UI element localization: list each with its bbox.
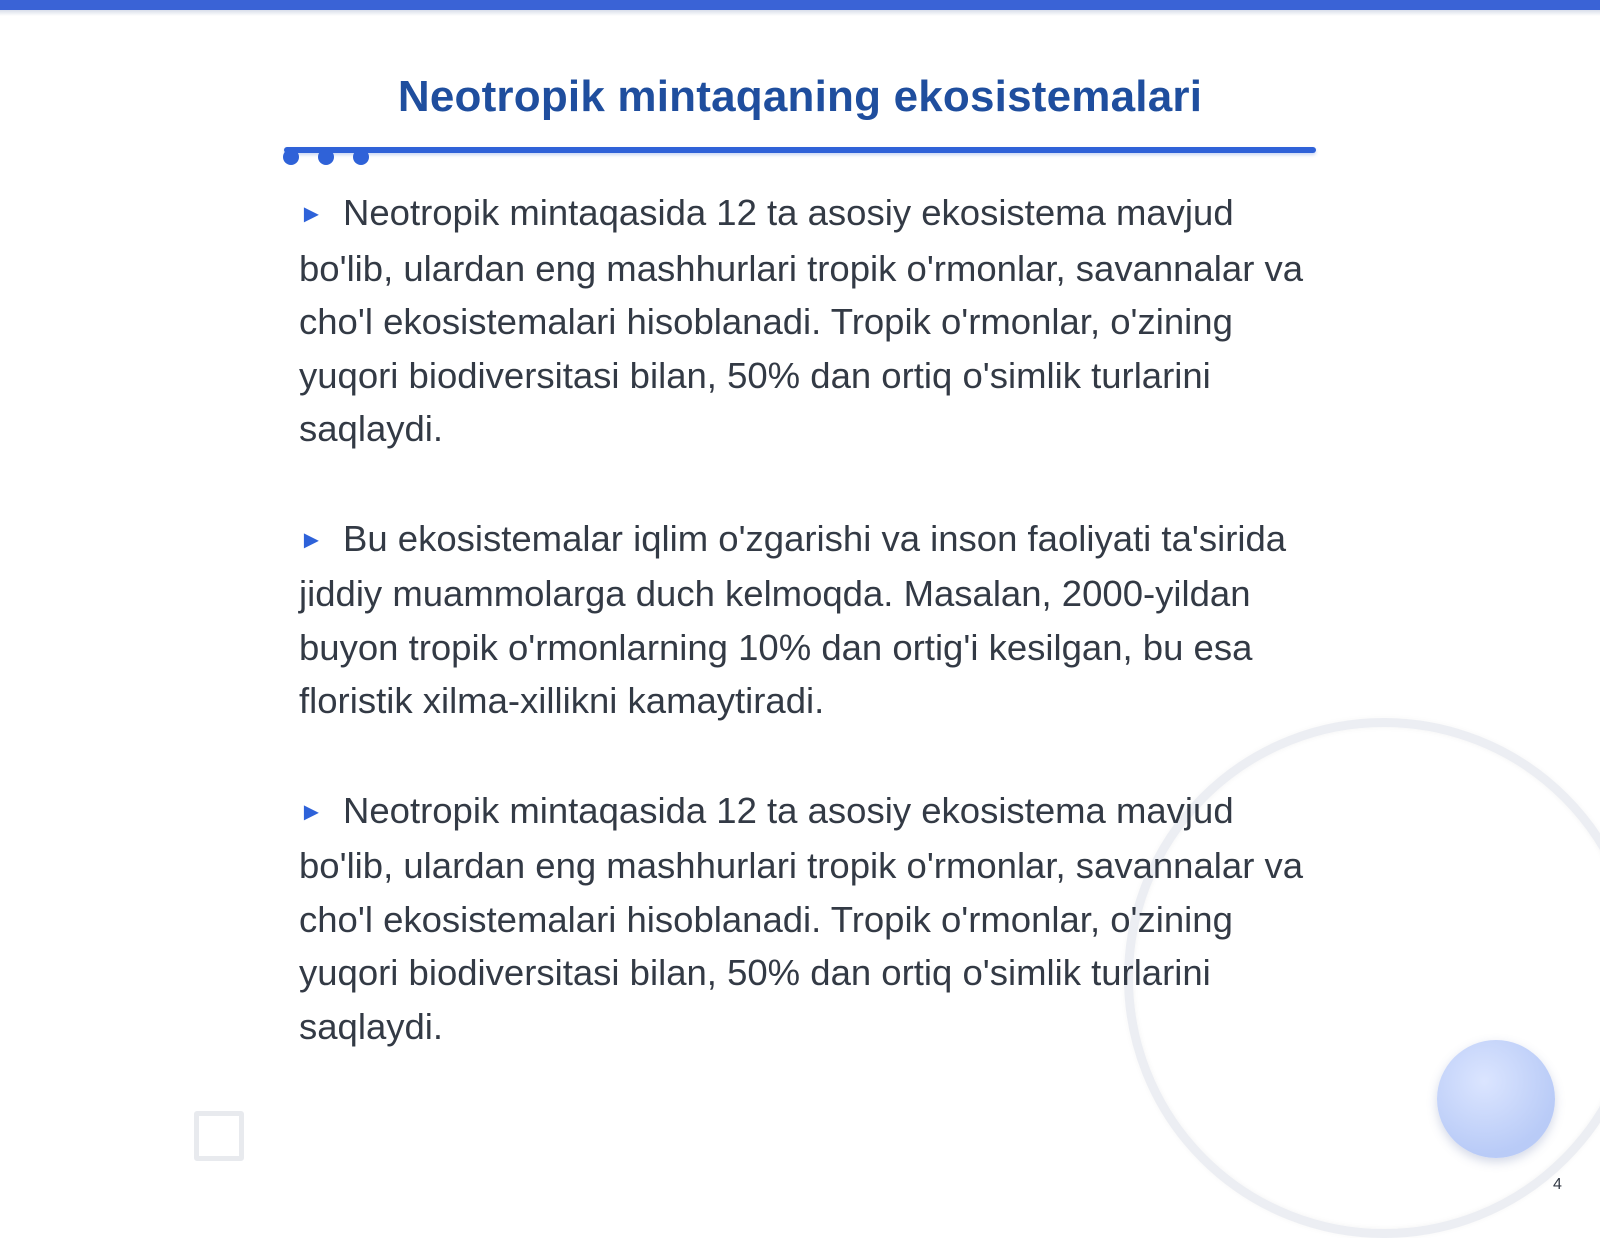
triangle-bullet-icon: ►: [299, 200, 324, 228]
bullet-paragraph: [299, 512, 1309, 728]
title-underline: [284, 147, 1316, 153]
decorative-square: [194, 1111, 244, 1161]
decorative-dot: [318, 149, 334, 165]
bullet-text: Neotropik mintaqasida 12 ta asosiy ekosistema mavjud bo'lib, ulardan eng mashhurlari tropik o'rmonlar, savannalar va cho'l ekosistemalari hisoblanadi. Tropik o'rmonlar, o'zining yuqori biodiversitasi bilan, 50% dan ortiq o'simlik turlarini saqlaydi.: [299, 789, 1304, 1047]
triangle-bullet-icon: ►: [299, 525, 324, 554]
top-accent-bar: [0, 0, 1600, 10]
decorative-dot: [353, 149, 369, 165]
top-bar-shadow: [0, 10, 1600, 16]
slide-title: Neotropik mintaqaning ekosistemalari: [397, 72, 1203, 121]
triangle-bullet-icon: ►: [299, 797, 324, 826]
bullet-text: Bu ekosistemalar iqlim o'zgarishi va inson faoliyati ta'sirida jiddiy muammolarga duch kelmoqda. Masalan, 2000-yildan buyon tropik o'rmonlarning 10% dan ortig'i kesilgan, bu esa floristik xilma-xillikni kamaytiradi.: [299, 517, 1287, 721]
slide-body: [299, 186, 1309, 1109]
bullet-text: Neotropik mintaqasida 12 ta asosiy ekosistema mavjud bo'lib, ulardan eng mashhurlari tropik o'rmonlar, savannalar va cho'l ekosistemalari hisoblanadi. Tropik o'rmonlar, o'zining yuqori biodiversitasi bilan, 50% dan ortiq o'simlik turlarini saqlaydi.: [299, 192, 1304, 449]
page-number: 4: [1553, 1176, 1562, 1193]
decorative-circle: [1437, 1040, 1555, 1158]
bullet-paragraph: [299, 186, 1309, 456]
bullet-paragraph: [299, 784, 1309, 1054]
decorative-dot: [283, 149, 299, 165]
